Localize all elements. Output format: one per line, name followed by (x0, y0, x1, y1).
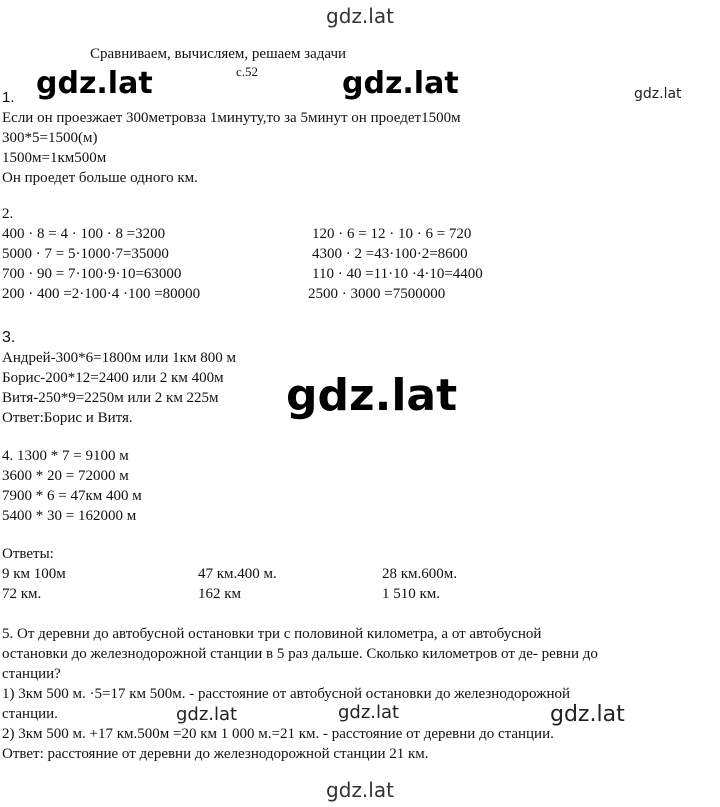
task-2-number: 2. (2, 206, 14, 222)
page-title: Сравниваем, вычисляем, решаем задачи (90, 46, 347, 62)
task-1-number: 1. (2, 89, 15, 106)
task-4-line-4: 5400 * 30 = 162000 м (2, 508, 137, 524)
task-5-line-5: станции. (2, 706, 58, 722)
task-4-line-2: 3600 * 20 = 72000 м (2, 468, 129, 484)
answer-2-2: 162 км (198, 586, 242, 602)
task-1-line-2: 300*5=1500(м) (2, 130, 98, 146)
task-2-left-2: 5000 · 7 = 5·1000·7=35000 (2, 246, 169, 262)
page-number: с.52 (236, 64, 259, 79)
answer-1-1: 9 км 100м (2, 566, 66, 582)
watermark-center: gdz.lat (286, 370, 458, 421)
task-3-line-4: Ответ:Борис и Витя. (2, 410, 133, 426)
task-2-right-4: 2500 · 3000 =7500000 (308, 286, 446, 302)
task-5-line-2: остановки до железнодорожной станции в 5 раз дальше. Сколько километров от де- ревни до (2, 646, 598, 662)
watermark-strip-3: gdz.lat (550, 702, 625, 727)
answer-1-3: 28 км.600м. (382, 566, 458, 582)
answer-2-3: 1 510 км. (382, 586, 441, 602)
task-3-line-1: Андрей-300*6=1800м или 1км 800 м (2, 350, 236, 366)
task-2-left-3: 700 · 90 = 7·100·9·10=63000 (2, 266, 182, 282)
watermark-small-right: gdz.lat (634, 86, 682, 102)
task-4-line-3: 7900 * 6 = 47км 400 м (2, 488, 142, 504)
answers-label: Ответы: (2, 546, 54, 562)
task-2-right-2: 4300 · 2 =43·100·2=8600 (312, 246, 468, 262)
task-2-right-1: 120 · 6 = 12 · 10 · 6 = 720 (312, 226, 472, 242)
watermark-top: gdz.lat (326, 4, 394, 28)
watermark-large-left: gdz.lat (36, 66, 153, 101)
task-1-line-4: Он проедет больше одного км. (2, 170, 198, 186)
watermark-large-middle: gdz.lat (342, 66, 459, 101)
task-3-line-2: Борис-200*12=2400 или 2 км 400м (2, 370, 224, 386)
watermark-bottom: gdz.lat (326, 778, 394, 802)
watermark-strip-2: gdz.lat (338, 702, 400, 723)
task-5-line-3: станции? (2, 666, 61, 682)
task-2-right-3: 110 · 40 =11·10 ·4·10=4400 (312, 266, 483, 282)
task-1-line-1: Если он проезжает 300метровза 1минуту,то за 5минут он проедет1500м (2, 110, 461, 126)
task-3-line-3: Витя-250*9=2250м или 2 км 225м (2, 390, 219, 406)
task-5-line-6: 2) 3км 500 м. +17 км.500м =20 км 1 000 м.=21 км. - расстояние от деревни до станции. (2, 726, 554, 742)
task-2-left-4: 200 · 400 =2·100·4 ·100 =80000 (2, 286, 201, 302)
task-1-line-3: 1500м=1км500м (2, 150, 107, 166)
answer-1-2: 47 км.400 м. (198, 566, 277, 582)
task-4-line-1: 4. 1300 * 7 = 9100 м (2, 448, 129, 464)
task-5-line-4: 1) 3км 500 м. ·5=17 км 500м. - расстояние от автобусной остановки до железнодорожной (2, 686, 571, 702)
task-5-line-7: Ответ: расстояние от деревни до железнодорожной станции 21 км. (2, 746, 429, 762)
watermark-strip-1: gdz.lat (176, 704, 238, 725)
task-3-number: 3. (2, 329, 16, 346)
answer-2-1: 72 км. (2, 586, 42, 602)
task-5-line-1: 5. От деревни до автобусной остановки три с половиной километра, а от автобусной (2, 626, 542, 642)
task-2-left-1: 400 · 8 = 4 · 100 · 8 =3200 (2, 226, 166, 242)
